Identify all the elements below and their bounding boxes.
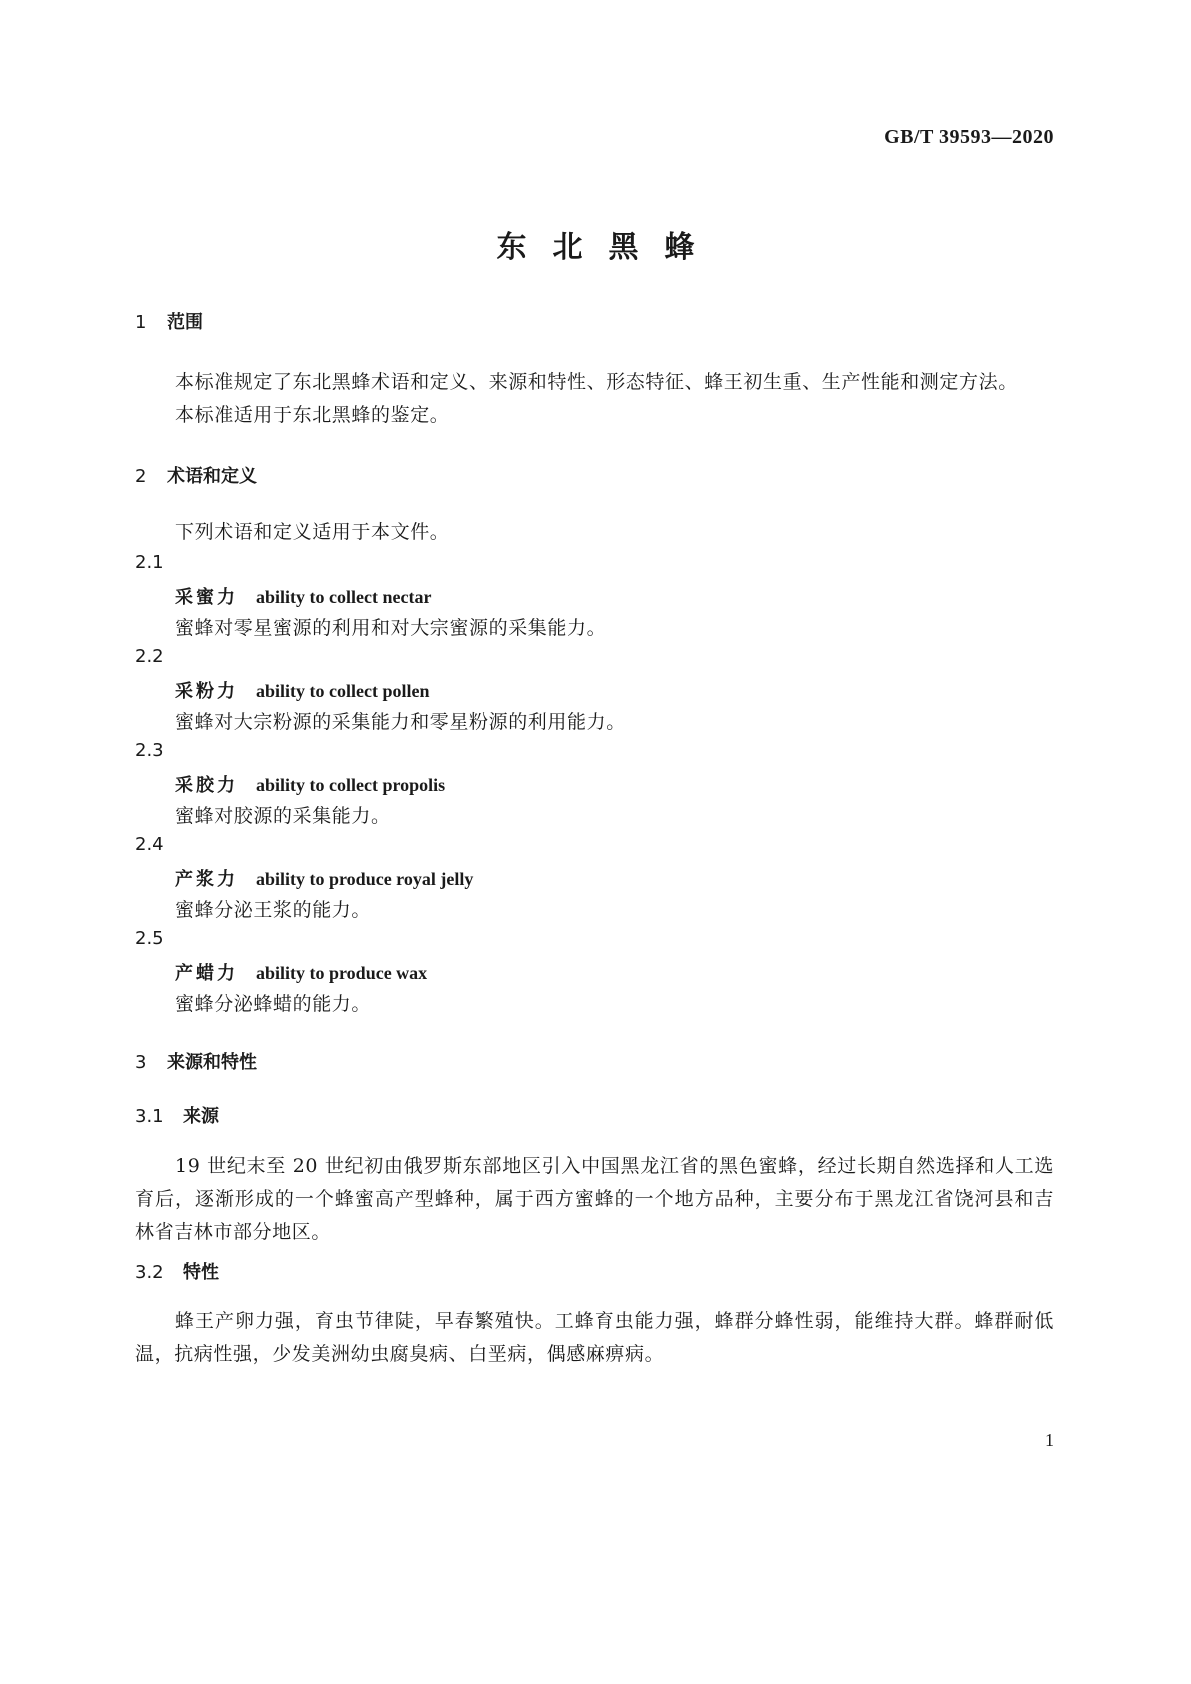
section-2-heading xyxy=(135,462,257,488)
section-number: 3.1 xyxy=(135,1106,164,1127)
clause-number: 2.5 xyxy=(135,928,164,949)
document-title: 东北黑蜂 xyxy=(496,230,721,265)
section-1-heading xyxy=(135,308,203,334)
section-title: 来源 xyxy=(183,1106,219,1127)
term-en: ability to collect nectar xyxy=(256,587,432,607)
term-definition: 蜜蜂对大宗粉源的采集能力和零星粉源的利用能力。 xyxy=(175,711,626,733)
section-number: 3 xyxy=(135,1052,147,1073)
term-definition: 蜜蜂分泌王浆的能力。 xyxy=(175,899,372,921)
section-title: 范围 xyxy=(167,312,203,333)
page-number: 1 xyxy=(1045,1430,1054,1450)
section-title: 术语和定义 xyxy=(167,466,257,487)
term-entry xyxy=(175,771,445,797)
section-number: 3.2 xyxy=(135,1262,164,1283)
standard-code: GB/T 39593—2020 xyxy=(884,126,1054,148)
term-zh: 采蜜力 xyxy=(175,587,238,608)
term-entry xyxy=(175,677,429,703)
scope-paragraph-1: 本标准规定了东北黑蜂术语和定义、来源和特性、形态特征、蜂王初生重、生产性能和测定方法。 xyxy=(175,371,1018,393)
term-en: ability to collect pollen xyxy=(256,681,430,701)
characteristics-paragraph: 蜂王产卵力强，育虫节律陡，早春繁殖快。工蜂育虫能力强，蜂群分蜂性弱，能维持大群。蜂群耐低温，抗病性强，少发美洲幼虫腐臭病、白垩病，偶感麻痹病。 xyxy=(135,1310,1054,1365)
section-number: 2 xyxy=(135,466,147,487)
term-en: ability to produce wax xyxy=(256,963,428,983)
term-zh: 采粉力 xyxy=(175,681,238,702)
term-definition: 蜜蜂对胶源的采集能力。 xyxy=(175,805,391,827)
section-3-1-heading xyxy=(135,1102,219,1128)
section-title: 来源和特性 xyxy=(167,1052,257,1073)
term-entry xyxy=(175,959,427,985)
clause-number: 2.4 xyxy=(135,834,164,855)
term-entry xyxy=(175,583,431,609)
term-zh: 采胶力 xyxy=(175,775,238,796)
section-title: 特性 xyxy=(183,1262,219,1283)
terms-intro: 下列术语和定义适用于本文件。 xyxy=(175,521,450,543)
term-definition: 蜜蜂分泌蜂蜡的能力。 xyxy=(175,993,372,1015)
term-en: ability to produce royal jelly xyxy=(256,869,474,889)
origin-paragraph: 19 世纪末至 20 世纪初由俄罗斯东部地区引入中国黑龙江省的黑色蜜蜂，经过长期自然选择和人工选育后，逐渐形成的一个蜂蜜高产型蜂种，属于西方蜜蜂的一个地方品种，主要分布于黑龙江省饶河县和吉林省吉林市部分地区。 xyxy=(135,1155,1054,1243)
clause-number: 2.3 xyxy=(135,740,164,761)
section-number: 1 xyxy=(135,312,147,333)
term-zh: 产蜡力 xyxy=(175,963,238,984)
term-definition: 蜜蜂对零星蜜源的利用和对大宗蜜源的采集能力。 xyxy=(175,617,607,639)
term-zh: 产浆力 xyxy=(175,869,238,890)
clause-number: 2.1 xyxy=(135,552,164,573)
scope-paragraph-2: 本标准适用于东北黑蜂的鉴定。 xyxy=(175,404,450,426)
section-3-2-heading xyxy=(135,1258,219,1284)
section-3-heading xyxy=(135,1048,257,1074)
term-en: ability to collect propolis xyxy=(256,775,446,795)
clause-number: 2.2 xyxy=(135,646,164,667)
term-entry xyxy=(175,865,473,891)
